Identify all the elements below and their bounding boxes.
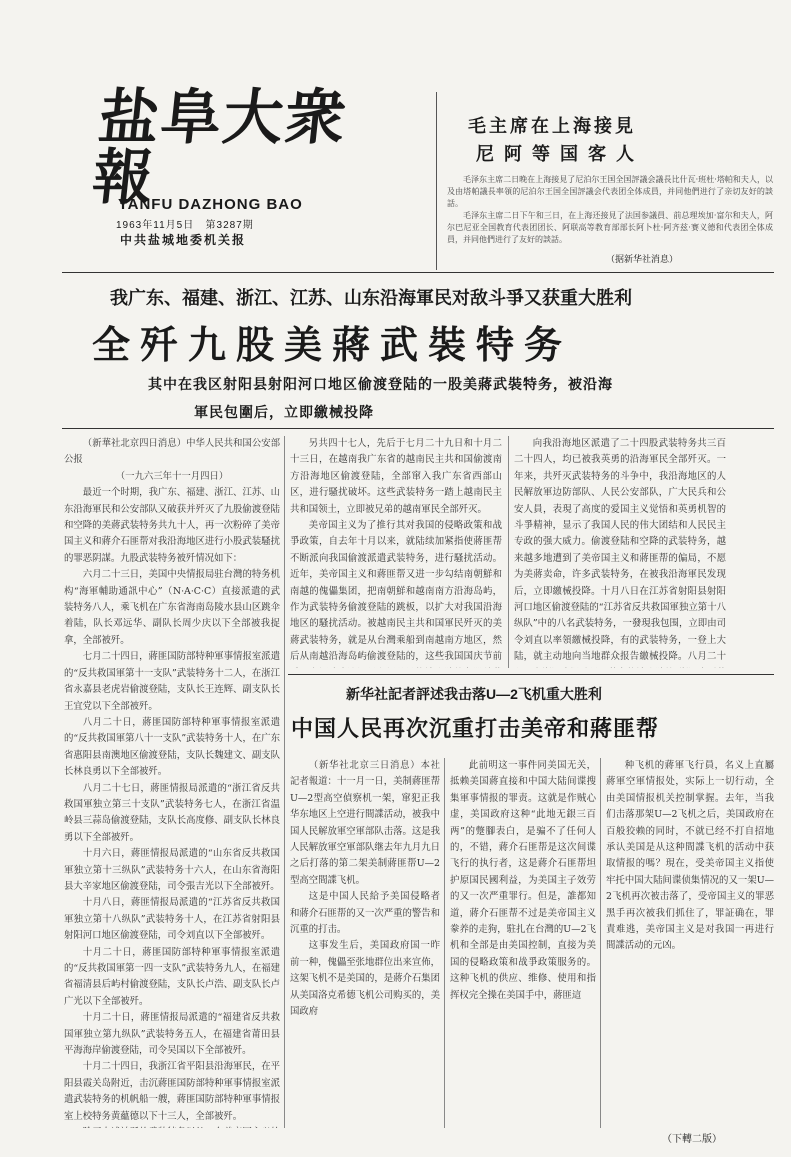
second-story-column-2	[450, 758, 596, 1128]
lead-story-subhead: 其中在我区射阳县射阳河口地区偷渡登陆的一股美蔣武裝特务，被沿海	[148, 377, 613, 393]
top-story-headline: 毛主席在上海接見	[468, 116, 636, 136]
paragraph: 十月六日，蔣匪情报局派遣的“山东省反共救国軍独立第十三纵队”武装特务十六人，在山东省海阳县大辛家地区偷渡登陆，司令張吉光以下全部被歼。	[64, 848, 280, 892]
paragraph: 七月二十四日，蔣匪国防部特种軍事情报室派遣的“反共救国軍第十一支队”武装特务十二人，在浙江省永嘉县老虎岩偷渡登陆，支队长王连辉、副支队长王宜党以下全部被歼。	[64, 651, 280, 712]
lead-story-kicker: 我广东、福建、浙江、江苏、山东沿海軍民对敌斗爭又获重大胜利	[110, 288, 632, 308]
column-divider	[444, 758, 445, 1128]
section-rule	[62, 272, 774, 273]
lead-story-headline: 全歼九股美蔣武裝特务	[92, 322, 573, 367]
paragraph: 向我沿海地区派遣了二十四股武装特务共三百二十四人，均已被我英勇的沿海軍民全部歼灭。一年来，共歼灭武装特务的斗争中，我沿海地区的人民解放軍边防部队、人民公安部队，广大民兵和公安人員，表現了高度的爱国主义觉悟和英勇机智的斗爭精神，显示了我国人民的伟大团结和人民民主专政的强大威力。偷渡登陆和空降的武装特务，越来越多地遭到了美帝国主义和蔣匪帮的偏局，不愿为美蔣卖命，许多武装特务，在被我沿海軍民发现后，立即繳械投降。十月八日在江苏省射阳县射阳河口地区偷渡登陆的“江苏省反共救国軍独立第十八纵队”中的八名武装特务，一發現我包围，立即由司令刘直以率領繳械投降，有的武装特务，一登上大陆，就主动地向当地群众报告繳械投降。八月二十	[514, 438, 726, 663]
top-story-body	[447, 174, 773, 246]
column-divider	[600, 758, 601, 1128]
second-story-column-1	[290, 758, 440, 1128]
issue-date: 1963年11月5日	[116, 220, 195, 231]
lead-story-column-3	[514, 436, 726, 668]
masthead-publisher: 中共盐城地委机关报	[120, 233, 247, 247]
masthead-romanization: YANFU DAZHONG BAO	[118, 196, 303, 213]
second-story-column-3	[606, 758, 774, 1126]
paragraph: 这是中国人民給予美国侵略者和蔣介石匪帮的又一次严重的警告和沉重的打击。	[290, 891, 440, 936]
top-story-paragraph: 毛泽东主席二日下午和三日，在上海还接見了法国参議員、前总理埃加·富尔和夫人，阿尔巴尼亚全国教育代表团团长、阿联高等教育部部长阿卜杜·阿齐兹·赛义德和代表团全体成員，并同他們进行了友好的談話。	[447, 211, 773, 244]
paragraph: 种飞机的蔣軍飞行員，名义上直屬蔣軍空軍情报处，实际上一切行动，全由美国情报机关控制掌握。去年，当我们击落那架U—2飞机之后，美国政府在百般狡赖的同时，不就已经不打自招地承认美国是从这种間諜飞机的活动中获取情报的嗎？現在，受美帝国主义指使牢托中国大陆间谍侦集情况的又一架U—2飞机再次被击落了，受帝国主义的罪恶黑手再次被我们抓住了，罪証确在，罪責难逃，美帝国主义是对我国一再进行間諜活动的元凶。	[606, 760, 774, 952]
continued-notice: （下轉二版）	[662, 1134, 722, 1145]
paragraph: 十月八日，蔣匪情报局派遣的“江苏省反共救国軍独立第十八纵队”武装特务十人，在江苏省射阳县射阳河口地区偷渡登陆，司令刘直以下全部被歼。	[64, 897, 280, 942]
column-divider	[284, 436, 285, 1128]
paragraph: 十月二十四日，我浙江省平阳县沿海軍民，在平阳县霞关岛附近，击沉蔣匪国防部特种軍事情报室派遣武装特务的机帆船一艘，蔣匪国防部特种軍事情报室上校特务黄蘊德以下十三人，全部被歼。	[64, 1061, 280, 1122]
paragraph: 另共四十七人，先后于七月二十九日和十月二十三日，在越南我广东省的越南民主共和国偷渡南方沿海地区偷渡登陆，全部窜入我广东省西部山区，进行騷扰破坏。这些武装特务一踏上越南民主共和国领土，立即被兄弟的越南軍民全部歼灭。	[290, 438, 502, 515]
masthead-title: 盐阜大衆報	[89, 83, 351, 213]
paragraph: 十月二十日，蔣匪国防部特种軍事情报室派遣的“反共救国軍第一四一支队”武装特务九人，在福建省福清县后屿村偷渡登陆，支队长卢浩、副支队长卢广光以下全部被歼。	[64, 946, 280, 1007]
second-story-headline: 中国人民再次沉重打击美帝和蔣匪帮	[291, 716, 660, 741]
issue-number: 第3287期	[205, 220, 254, 231]
top-story-headline-2: 尼阿等国客人	[476, 144, 644, 164]
paragraph: 美帝国主义为了推行其对我国的侵略政策和战爭政策，自去年十月以来，就陆续加紧指使蔣匪帮不断派向我国偷渡派遣武装特务，进行騷扰活动。近年，美帝国主义和蔣匪帮又进一步勾结南朝鮮和南越的傀儡集团，把南朝鮮和越南南方沿海岛屿，作为武装特务偷渡登陆的跳板，以扩大对我国沿海地区的騷扰活动。被越南民主共和国軍民歼灭的美蔣武装特务，就是从台灣乘船到南越南方地区，然后从南越沿海岛屿偷渡登陆的，这些我国国庆节前	[290, 520, 502, 663]
paragraph: 十月二十日，蔣匪情报局派遣的“福建省反共救国軍独立第九纵队”武装特务五人，在福建省莆田县平海海岸偷渡登陆，司令吴国以下全部被歼。	[64, 1012, 280, 1057]
lead-story-subhead-2: 軍民包圍后，立即繳械投降	[194, 405, 374, 421]
column-divider	[508, 436, 509, 668]
section-rule	[62, 428, 774, 429]
paragraph: 最近一个时期，我广东、福建、浙江、江苏、山东沿海軍民和公安部队又破获并歼灭了九股偷渡登陆和空降的美蔣武装特务共九十人，再一次粉碎了美帝国主义和蔣介石匪帮对我沿海地区进行小股武装騷扰的罪恶阴謀。九股武装特务被歼情况如下：	[64, 487, 280, 564]
top-story-source: （据新华社消息）	[606, 255, 679, 265]
lead-story-column-1	[64, 436, 280, 1128]
top-story-paragraph: 毛泽东主席二日晚在上海接見了尼泊尔王国全国評議会議長比什瓦·班杜·塔帕和夫人，以及由塔帕議長率領的尼泊尔王国全国評議会代表团全体成員，并同他們进行了亲切友好的談話。	[447, 175, 773, 208]
lead-story-column-2	[290, 436, 502, 668]
paragraph	[64, 1125, 280, 1128]
second-story-kicker: 新华社記者評述我击落U—2飞机重大胜利	[346, 686, 602, 702]
paragraph: 八月二十七日，蔣匪情报局派遣的“浙江省反共救国軍独立第三十支队”武装特务七人，在浙江省温岭县三蒜岛偷渡登陆，支队长高度修、副支队长林良勇以下全部被歼。	[64, 782, 280, 843]
paragraph: （一九六三年十一月四日）	[115, 470, 229, 482]
paragraph: 这事发生后，美国政府国一昨前一种，傀儡至张地群位出来宣佈，这架飞机不是美国的，是蔣介石集团从美国洛克希德飞机公司购买的，美国政府	[290, 940, 440, 1018]
section-rule	[288, 674, 774, 675]
masthead-divider	[436, 92, 437, 270]
masthead-dateline	[116, 216, 254, 231]
paragraph: （新華社北京四日消息）中华人民共和国公安部公报	[64, 438, 280, 466]
paragraph: 八月二十日，蔣匪国防部特种軍事情报室派遣的“反共救国軍第八十一支队”武装特务十人，在广东省惠阳县南澳地区偷渡登陆，支队长魏建文、副支队长林良勇以下全部被歼。	[64, 716, 280, 778]
paragraph: 六月二十三日，美国中央情报局驻台灣的特务机构“海軍輔助通訊中心”（N·A·C·C）直接派遣的武装特务八人，乘飞机在广东省海南岛陵水县山区跳伞着陆，队长邓远华、副队长周少庆以下全部被我捉拿，全部被歼。	[64, 569, 280, 646]
paragraph: （新华社北京三日消息）本社記者報道：十一月一日，美制蔣匪帮U—2型高空偵察机一架，窜犯正我华东地区上空进行間諜活动，被我中国人民解放軍空軍部队击落。这是我人民解放軍空軍部队继去年九月九日之后打落的第二架美制蔣匪帮U—2型高空間諜飞机。	[290, 760, 440, 886]
paragraph: 此前明这一事件同美国无关，抵赖美国蔣直接和中国大陆间谍搜集軍事情报的罪责。这就是作贼心虚，美国政府这种“此地无銀三百两”的蹩腳表白，是骗不了任何人的，不错，蔣介石匪帮是这次间谍飞行的执行者，这是蔣介石匪帮坦护原国民國利益，为美国主子效劳的又一次严重罪行。但是，誰都知道，蔣介石匪帮不过是美帝国主义豢养的走狗，駐扎在台灣的U—2飞机和全部是由美国控制，直接为美国的侵略政策和战爭政策服务的。这种飞机的供应、维修、使用和指挥权完全操在美国手中，蔣匪這	[450, 760, 596, 1001]
